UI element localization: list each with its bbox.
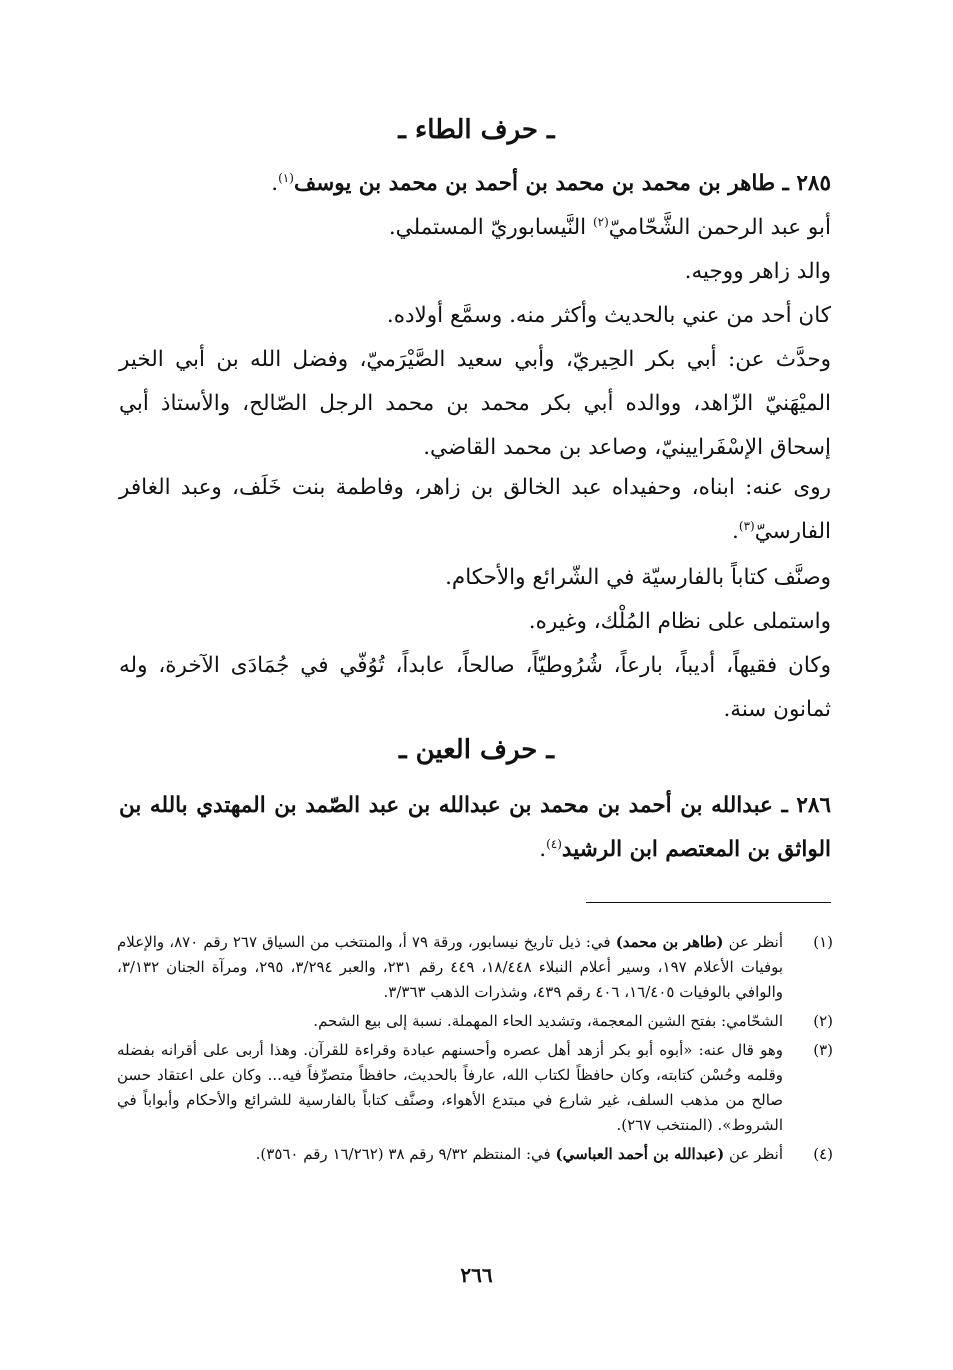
footnote-2 — [117, 1009, 833, 1034]
footnote-text — [117, 1142, 783, 1167]
entry-285-students: روى عنه: ابناه، وحفيداه عبد الخالق بن زاهر، وفاطمة بنت خَلَف، وعبد الغافر الفارسيّ — [119, 475, 831, 544]
footnote-4 — [117, 1142, 833, 1167]
entry-286 — [119, 784, 831, 872]
footnote-text-pre: أنظر عن — [723, 933, 784, 951]
entry-285-heading-end: . — [271, 171, 279, 196]
footnote-text-pre: أنظر عن — [724, 1145, 783, 1163]
footnote-3 — [117, 1038, 833, 1138]
footnote-ref-4[interactable]: (٤) — [546, 836, 562, 851]
entry-285-heading: ٢٨٥ ـ طاهر بن محمد بن محمد بن أحمد بن محمد بن يوسف — [293, 171, 831, 196]
entry-285-line-hadith: كان أحد من عني بالحديث وأكثر منه. وسمَّع أولاده. — [386, 303, 831, 328]
entry-285-title — [119, 162, 831, 206]
footnote-ref-1[interactable]: (١) — [278, 170, 294, 185]
footnote-number: (٤) — [813, 1145, 833, 1163]
footnote-1 — [117, 930, 833, 1005]
entry-285-line-father: والد زاهر ووجيه. — [684, 259, 831, 284]
entry-286-heading-end: . — [539, 837, 547, 862]
footnote-text: وهو قال عنه: «أبوه أبو بكر أزهد أهل عصره وأحسنهم عبادة وقراءة للقرآن. وهذا أربى على أقرانه بفضله وقلمه وحُسْن كتابته، وكان حافظاً لكتاب الله، عارفاً بالحديث، حافظاً متصرِّفاً فيه... وكان على اعتقاد حسن صالح من مذهب السلف، غير شارع في مبتدع الأهواء، وصنَّف كتاباً بالفارسية للشرائع والأحكام وأبواباً في الشروط». (المنتخب ٢٦٧). — [117, 1041, 783, 1134]
entry-286-title — [119, 784, 831, 872]
entry-285-kunya: أبو عبد الرحمن الشَّحّاميّ — [608, 215, 831, 240]
footnotes — [117, 930, 833, 1171]
footnote-text-bold: (طاهر بن محمد) — [615, 933, 724, 951]
footnote-separator — [586, 902, 831, 903]
footnote-text-post: في: ذيل تاريخ نيسابور، ورقة ٧٩ أ، والمنتخب من السياق ٢٦٧ رقم ٨٧٠، والإعلام بوفيات الأعلام ١٩٧، وسير أعلام النبلاء ١٨/٤٤٨، ٤٤٩ رقم ٢٣١، والعبر ٣/٢٩٤، ٢٩٥، ومرآة الجنان ٣/١٣٢، والوافي بالوفيات ١٦/٤٠٥، ٤٠٦ رقم ٤٣٩، وشذرات الذهب ٣/٣٦٣. — [117, 933, 784, 1001]
footnote-text-bold: (عبدالله بن أحمد العباسي) — [555, 1145, 725, 1163]
entry-285-line-teachers: وحدَّث عن: أبي بكر الحِيريّ، وأبي سعيد الصَّيْرَميّ، وفضل الله بن أبي الخير الميْهَنيّ الزّاهد، ووالده أبي بكر محمد بن محمد الرجل الصّالح، والأستاذ أبي إسحاق الإسْفَرايينيّ، وصاعد بن محمد القاضي. — [119, 347, 831, 460]
footnote-text-post: في: المنتظم ٩/٣٢ رقم ٣٨ (١٦/٢٦٢ رقم ٣٥٦٠). — [255, 1145, 556, 1163]
entry-285-part-2 — [119, 466, 831, 554]
section-heading-ta: ـ حرف الطاء ـ — [398, 115, 555, 145]
entry-286-heading: ٢٨٦ ـ عبدالله بن أحمد بن محمد بن عبدالله بن عبد الصّمد بن المهتدي بالله بن الواثق بن المعتصم ابن الرشيد — [119, 793, 831, 862]
entry-285-line-death: وكان فقيهاً، أديباً، بارعاً، شُرُوطيّاً، صالحاً، عابداً، تُوُفّي في جُمَادَى الآخرة، وله ثمانون سنة. — [119, 653, 831, 722]
page-number: ٢٦٦ — [460, 1263, 493, 1287]
footnote-text — [117, 930, 783, 1005]
entry-285 — [119, 162, 831, 470]
footnote-ref-2[interactable]: (٢) — [592, 214, 609, 229]
entry-285-part-3 — [119, 556, 831, 732]
entry-285-students-end: . — [732, 519, 739, 544]
footnote-number: (١) — [813, 933, 833, 951]
section-heading-ain: ـ حرف العين ـ — [398, 735, 555, 765]
entry-285-line-students — [119, 466, 831, 554]
footnote-text: الشحّامي: بفتح الشين المعجمة، وتشديد الحاء المهملة. نسبة إلى بيع الشحم. — [313, 1012, 783, 1030]
footnote-number: (٢) — [813, 1012, 833, 1030]
entry-285-line-kunya — [119, 206, 831, 250]
footnote-ref-3[interactable]: (٣) — [738, 518, 755, 533]
entry-285-nisba: النَّيسابوريّ المستملي. — [388, 215, 593, 240]
footnote-number: (٣) — [813, 1041, 833, 1059]
entry-285-line-dictation: واستملى على نظام المُلْك، وغيره. — [528, 609, 831, 634]
entry-285-line-book: وصنَّف كتاباً بالفارسيّة في الشّرائع والأحكام. — [445, 565, 831, 590]
